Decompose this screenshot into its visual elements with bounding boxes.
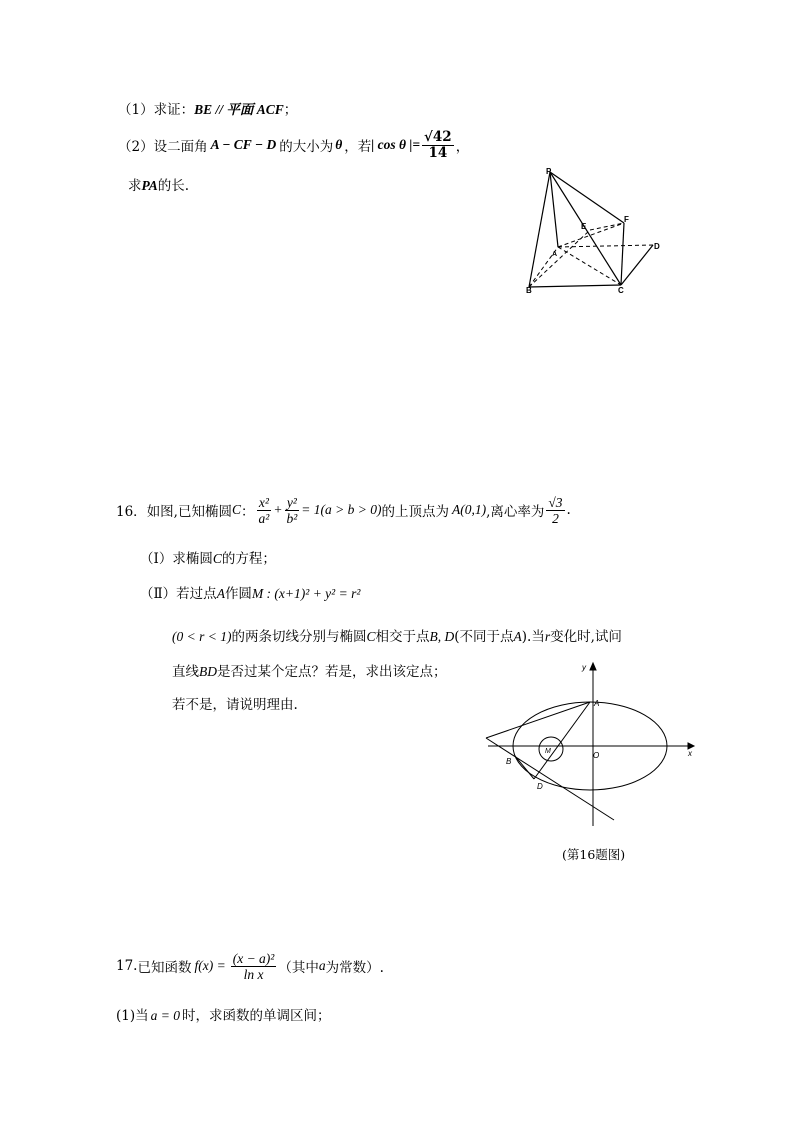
line-name: BD [199,664,217,679]
function-fraction [231,951,277,982]
text: ).当 [521,629,545,645]
numerator: (x − a)² [232,950,275,966]
text: 的上顶点为 [381,504,449,520]
text: 时，求函数的单调区间； [182,1008,331,1024]
label-E: E [581,222,587,231]
ellipse-figure [478,658,700,830]
curve-name: C [231,502,241,517]
q17-stem [116,946,384,986]
denominator: 2 [552,510,559,526]
x-fraction [257,495,272,526]
q15-part2 [118,126,469,164]
label-A: A [552,251,558,258]
text: （其中 [278,960,319,976]
text: 相交于点 [375,629,430,645]
denominator: ln x [243,966,264,982]
condition: a = 0 [150,1008,180,1023]
angle-expr: A − CF − D [210,137,277,152]
curve-name: C [366,629,376,644]
text: 若不是，请说明理由. [172,697,298,713]
text: ，若 [344,139,372,155]
text: 作圆 [224,586,252,602]
q16-line4 [172,660,447,680]
label-y: y [582,663,586,672]
label-O: O [593,751,600,760]
text: 直线 [172,664,199,680]
text: 已知函数 [137,960,192,976]
numerator: √42 [424,128,452,145]
point: A [513,629,522,644]
label-M: M [545,748,551,755]
circle-equation: M : (x+1)² + y² = r² [251,586,361,601]
text: 的长. [157,178,190,194]
text: 的两条切线分别与椭圆 [231,629,367,645]
var: a [318,958,326,973]
numerator: y² [286,494,297,510]
question-number: 16． [116,504,147,520]
numerator: x² [258,494,269,510]
q16-line5 [172,693,298,713]
text: 求 [128,178,142,194]
denominator: b² [286,510,298,526]
question-number: 17. [116,958,138,974]
plus: + [273,502,283,517]
curve-name: C [212,551,222,566]
text: 设二面角 [153,139,208,155]
expr: BE // 平面 ACF [194,102,284,117]
numerator: √3 [548,494,563,510]
text: ： [241,504,255,520]
q16-sub2 [140,582,360,602]
text: (不同于点 [454,629,514,645]
text: 的大小为 [279,139,334,155]
range: (0 < r < 1) [172,629,232,644]
text: ； [283,102,298,118]
denominator: a² [258,510,270,526]
text: 的方程； [221,551,276,567]
label-F: F [624,215,629,224]
theta: θ [335,137,343,152]
label-A: A [594,699,600,708]
label: （1） [118,102,154,118]
figure-caption: (第16题图) [562,847,626,862]
point: A [216,586,225,601]
abs-cos: | cos θ |= [371,137,421,152]
cos-fraction [422,130,454,161]
text: 变化时,试问 [550,629,622,645]
q15-ask [128,174,189,194]
var: r [544,629,551,644]
text: 求证： [153,102,195,118]
text: ， [455,139,470,155]
text: . [566,502,571,518]
text: （Ⅱ）若过点 [140,586,217,602]
ecc-fraction [546,495,564,526]
equation-rest: = 1(a > b > 0) [301,502,382,517]
label-D: D [537,782,543,791]
q17-part1 [116,1004,331,1024]
y-fraction [284,495,299,526]
label-B: B [526,286,532,295]
point-a: A(0,1) [451,502,487,517]
label-B: B [506,757,512,766]
function-name: f(x) = [194,958,226,973]
text: 是否过某个定点？若是，求出该定点； [217,664,447,680]
points: B, D [429,629,455,644]
text: （Ⅰ）求椭圆 [140,551,213,567]
label-x: x [688,749,692,758]
var: PA [141,178,158,193]
text: (1)当 [116,1008,149,1024]
label-D: D [654,242,660,251]
label-P: P [546,167,552,176]
q16-line3 [172,625,622,645]
pyramid-figure [520,165,670,295]
denominator: 14 [428,144,448,161]
text: ,离心率为 [486,504,545,520]
label-C: C [618,286,624,295]
text: 为常数）. [325,960,384,976]
text: 如图,已知椭圆 [146,504,232,520]
q16-stem [116,488,571,532]
q16-sub1 [140,547,276,567]
label: （2） [118,139,154,155]
q15-part1 [118,98,297,118]
